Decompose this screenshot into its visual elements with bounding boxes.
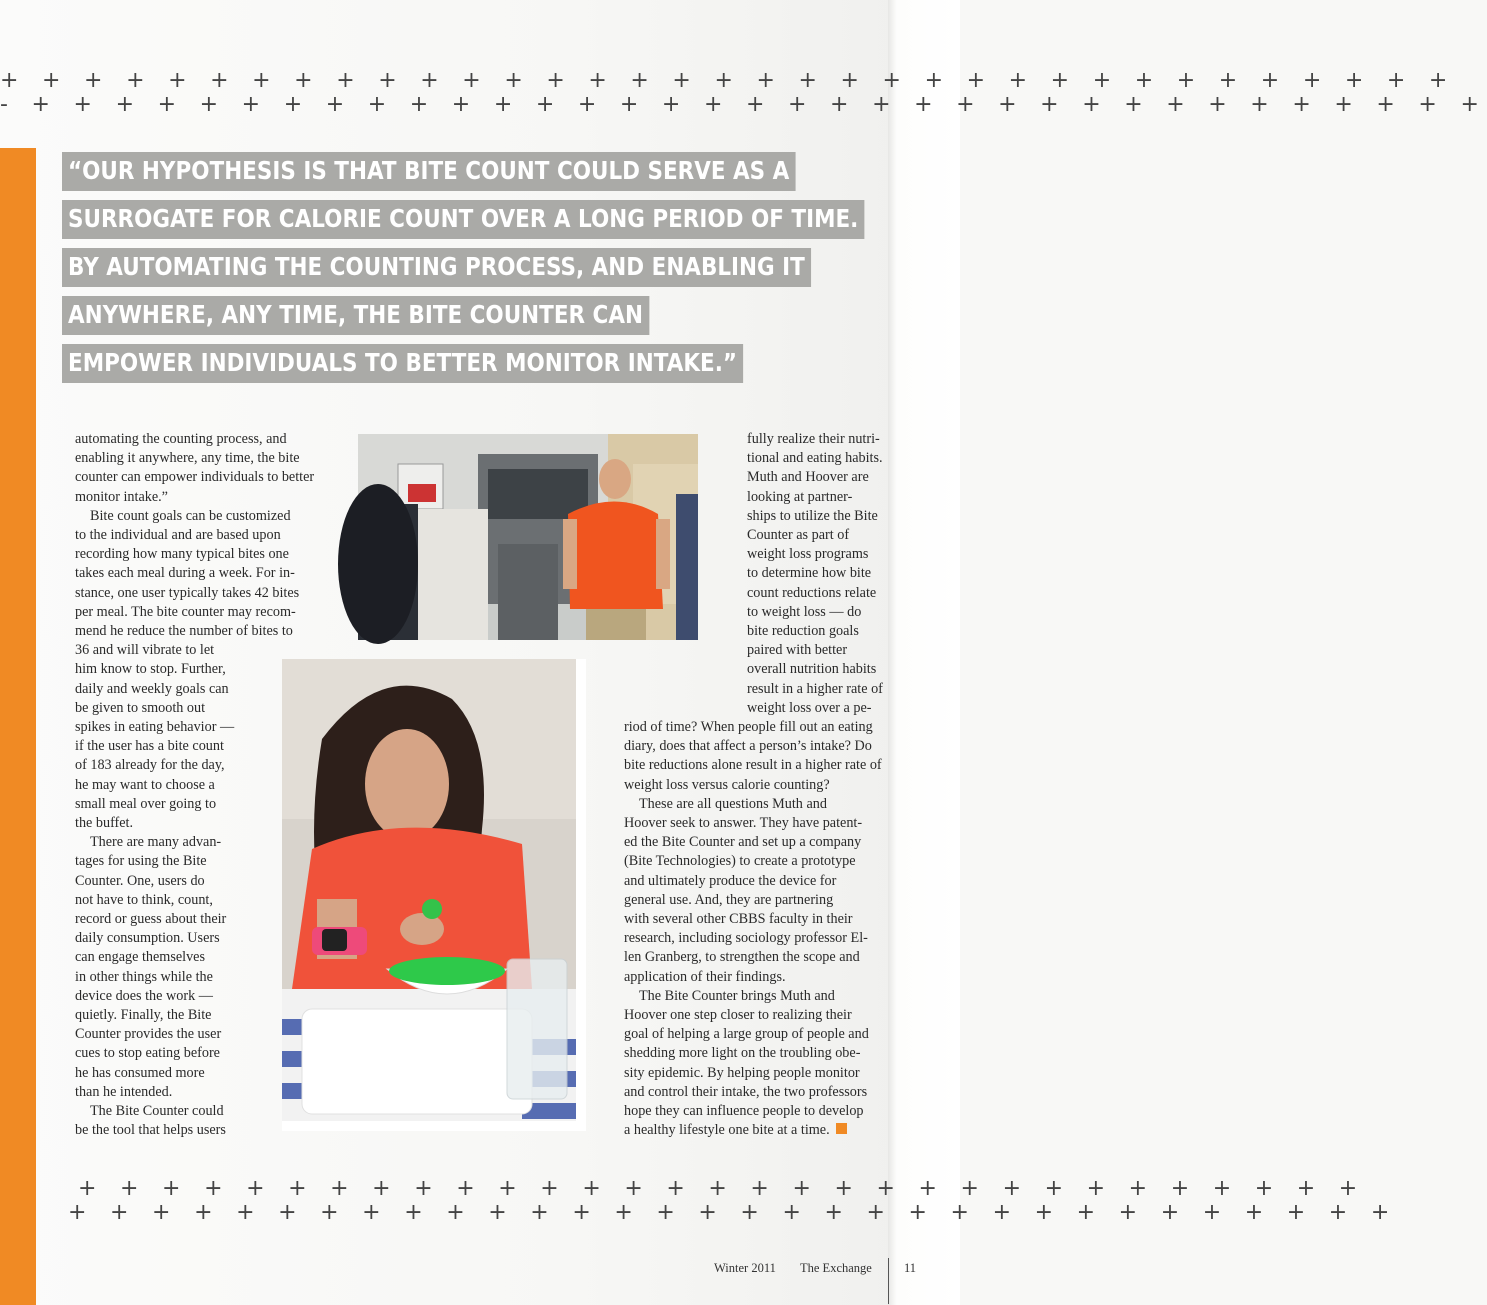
- text-line: The Bite Counter brings Muth and: [639, 987, 835, 1004]
- text-line: device does the work —: [75, 987, 213, 1004]
- text-line: record or guess about their: [75, 911, 227, 928]
- text-line: These are all questions Muth and: [639, 795, 827, 812]
- text-line: Muth and Hoover are: [747, 469, 869, 486]
- pull-quote-line: BY AUTOMATING THE COUNTING PROCESS, AND ENABLING IT: [62, 248, 811, 287]
- pull-quote-line: EMPOWER INDIVIDUALS TO BETTER MONITOR INTAKE.”: [62, 344, 743, 383]
- text-line: recording how many typical bites one: [75, 546, 289, 563]
- text-line: There are many advan-: [90, 834, 222, 851]
- text-line: overall nutrition habits: [747, 661, 877, 678]
- text-line: be the tool that helps users: [75, 1122, 226, 1139]
- footer-publication: The Exchange: [800, 1261, 872, 1275]
- text-line: to weight loss — do: [747, 603, 862, 620]
- text-line: 36 and will vibrate to let: [75, 642, 215, 659]
- text-line: weight loss programs: [747, 546, 869, 563]
- text-line: general use. And, they are partnering: [624, 891, 834, 908]
- text-line: tional and eating habits.: [747, 450, 883, 467]
- text-line: fully realize their nutri-: [747, 431, 880, 447]
- text-line: (Bite Technologies) to create a prototype: [624, 853, 856, 870]
- text-line: automating the counting process, and: [75, 431, 287, 447]
- text-line: weight loss versus calorie counting?: [624, 776, 830, 793]
- text-line: Counter. One, users do: [75, 872, 205, 889]
- text-line: in other things while the: [75, 968, 213, 985]
- text-line: Hoover seek to answer. They have patent-: [624, 815, 863, 832]
- text-line: monitor intake.”: [75, 488, 168, 505]
- text-line: him know to stop. Further,: [75, 661, 226, 678]
- plus-pattern-bottom-2: + + + + + + + + + + + + + + + + + + + + + + + + + + + + + + + +: [68, 1200, 1398, 1225]
- text-line: and ultimately produce the device for: [624, 872, 837, 889]
- page-number: 11: [904, 1261, 917, 1275]
- pull-quote-line: ANYWHERE, ANY TIME, THE BITE COUNTER CAN: [62, 296, 649, 335]
- text-line: paired with better: [747, 642, 848, 659]
- right-column-a: [747, 430, 897, 718]
- text-line: and control their intake, the two professors: [624, 1083, 868, 1100]
- text-line: ed the Bite Counter and set up a company: [624, 834, 862, 851]
- text-line: not have to think, count,: [75, 891, 213, 908]
- text-line: result in a higher rate of: [747, 680, 883, 697]
- text-line: ships to utilize the Bite: [747, 507, 878, 524]
- text-line: research, including sociology professor El-: [624, 930, 868, 947]
- text-line: stance, one user typically takes 42 bites: [75, 584, 300, 601]
- text-line: diary, does that affect a person’s intake? Do: [624, 738, 872, 755]
- text-line: the buffet.: [75, 815, 134, 832]
- text-line: cues to stop eating before: [75, 1045, 220, 1062]
- pull-quote-line: SURROGATE FOR CALORIE COUNT OVER A LONG PERIOD OF TIME.: [62, 200, 864, 239]
- pull-quote-line: “OUR HYPOTHESIS IS THAT BITE COUNT COULD SERVE AS A: [62, 152, 795, 191]
- pull-quote: [62, 152, 862, 392]
- text-line: The Bite Counter could: [90, 1103, 224, 1120]
- plus-pattern-top-1: + + + + + + + + + + + + + + + + + + + + + + + + + + + + + + + + + + +: [0, 68, 1456, 93]
- text-line: to determine how bite: [747, 565, 872, 582]
- text-line: application of their findings.: [624, 968, 786, 985]
- text-line: daily consumption. Users: [75, 930, 220, 947]
- orange-accent-bar: [0, 148, 36, 1305]
- text-line: than he intended.: [75, 1083, 173, 1100]
- photo-woman-with-bite-counter: [282, 659, 586, 1131]
- plus-pattern-top-2: - + + + + + + + + + + + + + + + + + + + + + + + + + + + + + + + + + + +: [0, 92, 1487, 117]
- text-line: he has consumed more: [75, 1064, 205, 1081]
- text-line: looking at partner-: [747, 488, 853, 505]
- text-line: spikes in eating behavior —: [75, 719, 235, 735]
- text-line: tages for using the Bite: [75, 853, 207, 870]
- text-line: if the user has a bite count: [75, 738, 224, 755]
- text-line: with several other CBBS faculty in their: [624, 911, 853, 928]
- text-line: riod of time? When people fill out an eating: [624, 719, 873, 735]
- text-line: bite reduction goals: [747, 623, 859, 640]
- photo-researcher-in-lab: [358, 434, 698, 640]
- text-line: shedding more light on the troubling obe-: [624, 1045, 861, 1062]
- text-line: goal of helping a large group of people and: [624, 1026, 869, 1043]
- page-gutter: [888, 0, 960, 1305]
- text-line: sity epidemic. By helping people monitor: [624, 1064, 860, 1081]
- right-column-b: [624, 718, 890, 1140]
- left-column-b: [75, 641, 275, 1140]
- plus-pattern-bottom-1: + + + + + + + + + + + + + + + + + + + + + + + + + + + + + + +: [78, 1176, 1366, 1201]
- footer-issue: Winter 2011: [714, 1261, 776, 1275]
- text-line: be given to smooth out: [75, 699, 206, 716]
- text-line: can engage themselves: [75, 949, 205, 966]
- text-line: Bite count goals can be customized: [90, 507, 291, 524]
- text-line: Hoover one step closer to realizing their: [624, 1007, 852, 1024]
- text-line: hope they can influence people to develop: [624, 1103, 864, 1120]
- text-line: bite reductions alone result in a higher rate of: [624, 757, 882, 774]
- footer-divider: [888, 1258, 889, 1304]
- text-line: mend he reduce the number of bites to: [75, 623, 293, 640]
- text-line: quietly. Finally, the Bite: [75, 1007, 212, 1024]
- text-line: count reductions relate: [747, 584, 877, 601]
- text-line-content: a healthy lifestyle one bite at a time.: [624, 1122, 830, 1139]
- text-line: to the individual and are based upon: [75, 527, 281, 544]
- text-line: takes each meal during a week. For in-: [75, 565, 295, 582]
- text-line: he may want to choose a: [75, 776, 215, 793]
- text-line: [624, 1121, 890, 1140]
- end-mark-icon: [836, 1123, 847, 1134]
- text-line: len Granberg, to strengthen the scope and: [624, 949, 860, 966]
- text-line: of 183 already for the day,: [75, 757, 225, 774]
- text-line: weight loss over a pe-: [747, 699, 872, 716]
- text-line: small meal over going to: [75, 795, 217, 812]
- text-line: per meal. The bite counter may recom-: [75, 603, 296, 620]
- text-line: counter can empower individuals to better: [75, 469, 315, 486]
- text-line: enabling it anywhere, any time, the bite: [75, 450, 300, 467]
- text-line: Counter as part of: [747, 527, 850, 544]
- left-column-a: [75, 430, 315, 641]
- text-line: daily and weekly goals can: [75, 680, 229, 697]
- text-line: Counter provides the user: [75, 1026, 222, 1043]
